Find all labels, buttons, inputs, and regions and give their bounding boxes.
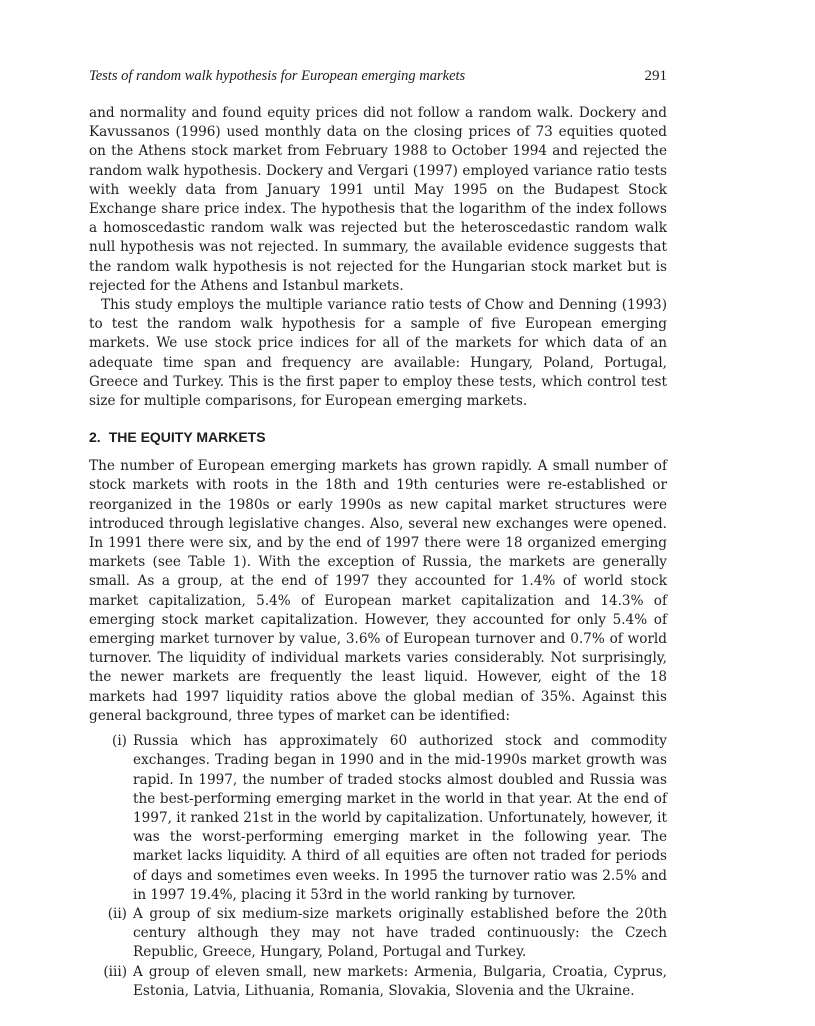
- section-heading: [89, 427, 667, 447]
- list-marker: (i): [112, 733, 127, 750]
- running-head: [89, 66, 667, 86]
- market-types-list: [89, 732, 667, 1001]
- section-title: THE EQUITY MARKETS: [108, 429, 266, 446]
- list-marker: (ii): [107, 905, 127, 922]
- page-number: 291: [644, 68, 667, 84]
- paragraph-equity-markets: The number of European emerging markets has grown rapidly. A small number of stock markets with roots in the 18th and 19th centuries were re-established or reorganized in the 1980s or early 1990s as new capital market structures were introduced through legislative changes. Also, several new exchanges were opened. In 1991 there were six, and by the end of 1997 there were 18 organized emerging markets (see Table 1). With the exception of Russia, the markets are generally small. As a group, at the end of 1997 they accounted for 1.4% of world stock market capitalization, 5.4% of European market capitalization and 14.3% of emerging stock market capitalization. However, they accounted for only 5.4% of emerging market turnover by value, 3.6% of European turnover and 0.7% of world turnover. The liquidity of individual markets varies considerably. Not surprisingly, the newer markets are frequently the least liquid. However, eight of the 18 markets had 1997 liquidity ratios above the global median of 35%. Against this general background, three types of market can be identified:: [89, 458, 667, 724]
- list-item-text: A group of six medium-size markets originally established before the 20th century although they may not have traded continuously: the Czech Republic, Greece, Hungary, Poland, Portugal and Turkey.: [133, 905, 667, 961]
- list-item: [89, 963, 667, 1001]
- section-number: 2.: [89, 429, 101, 446]
- list-item: [89, 905, 667, 963]
- list-item: [89, 732, 667, 905]
- running-title: Tests of random walk hypothesis for European emerging markets: [89, 68, 466, 84]
- page-content: [89, 66, 667, 1001]
- paragraph-study-scope: This study employs the multiple variance ratio tests of Chow and Denning (1993) to test the random walk hypothesis for a sample of five European emerging markets. We use stock price indices for all of the markets for which data of an adequate time span and frequency are available: Hungary, Poland, Portugal, Greece and Turkey. This is the first paper to employ these tests, which control test size for multiple comparisons, for European emerging markets.: [89, 297, 667, 410]
- list-marker: (iii): [103, 963, 127, 980]
- paragraph-literature-review: and normality and found equity prices did not follow a random walk. Dockery and Kavussanos (1996) used monthly data on the closing prices of 73 equities quoted on the Athens stock market from February 1988 to October 1994 and rejected the random walk hypothesis. Dockery and Vergari (1997) employed variance ratio tests with weekly data from January 1991 until May 1995 on the Budapest Stock Exchange share price index. The hypothesis that the logarithm of the index follows a homoscedastic random walk was rejected but the heteroscedastic random walk null hypothesis was not rejected. In summary, the available evidence suggests that the random walk hypothesis is not rejected for the Hungarian stock market but is rejected for the Athens and Istanbul markets.: [89, 105, 667, 294]
- list-item-text: A group of eleven small, new markets: Armenia, Bulgaria, Croatia, Cyprus, Estonia, Latvia, Lithuania, Romania, Slovakia, Slovenia and the Ukraine.: [133, 963, 667, 999]
- list-item-text: Russia which has approximately 60 authorized stock and commodity exchanges. Trading began in 1990 and in the mid-1990s market growth was rapid. In 1997, the number of traded stocks almost doubled and Russia was the best-performing emerging market in the world in that year. At the end of 1997, it ranked 21st in the world by capitalization. Unfortunately, however, it was the worst-performing emerging market in the following year. The market lacks liquidity. A third of all equities are often not traded for periods of days and sometimes even weeks. In 1995 the turnover ratio was 2.5% and in 1997 19.4%, placing it 53rd in the world ranking by turnover.: [133, 733, 667, 903]
